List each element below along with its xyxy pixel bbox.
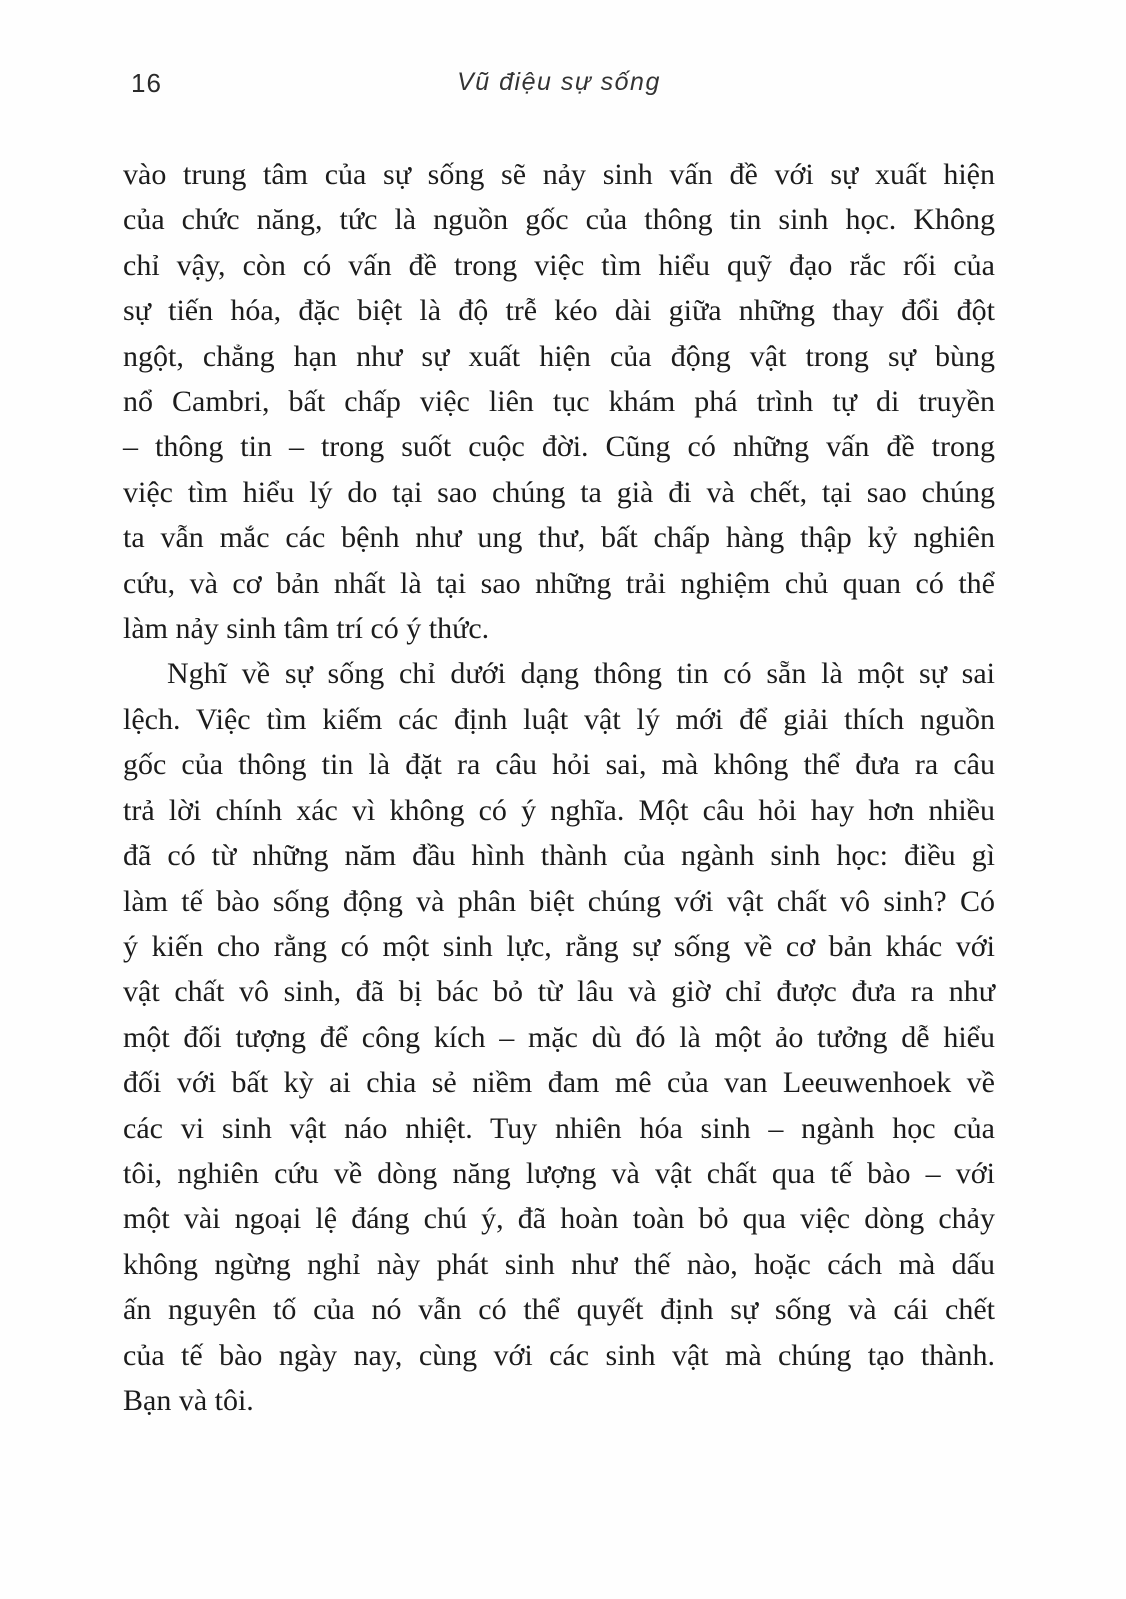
text-line: chỉ vậy, còn có vấn đề trong việc tìm hiểu quỹ đạo rắc rối của <box>123 248 995 282</box>
text-line: sự tiến hóa, đặc biệt là độ trễ kéo dài giữa những thay đổi đột <box>123 294 995 328</box>
text-line: ý kiến cho rằng có một sinh lực, rằng sự sống về cơ bản khác với <box>123 929 995 963</box>
text-line: tôi, nghiên cứu về dòng năng lượng và vật chất qua tế bào – với <box>123 1156 995 1190</box>
text-line: ấn nguyên tố của nó vẫn có thể quyết định sự sống và cái chết <box>123 1293 995 1327</box>
text-line: vào trung tâm của sự sống sẽ nảy sinh vấn đề với sự xuất hiện <box>123 158 995 191</box>
text-line: đối với bất kỳ ai chia sẻ niềm đam mê của van Leeuwenhoek về <box>123 1066 995 1100</box>
running-title: Vũ điệu sự sống <box>457 68 661 96</box>
text-line: làm tế bào sống động và phân biệt chúng với vật chất vô sinh? Có <box>123 884 995 918</box>
text-line: của tế bào ngày nay, cùng với các sinh vật mà chúng tạo thành. <box>123 1338 995 1372</box>
running-header <box>123 68 995 104</box>
body-text <box>123 152 995 1423</box>
page-number: 16 <box>131 68 162 98</box>
text-line: một vài ngoại lệ đáng chú ý, đã hoàn toàn bỏ qua việc dòng chảy <box>123 1202 995 1236</box>
text-line: nổ Cambri, bất chấp việc liên tục khám phá trình tự di truyền <box>123 385 995 419</box>
paragraph <box>123 152 995 651</box>
text-line: vật chất vô sinh, đã bị bác bỏ từ lâu và giờ chỉ được đưa ra như <box>123 975 995 1009</box>
paragraph <box>123 651 995 1423</box>
text-line: của chức năng, tức là nguồn gốc của thông tin sinh học. Không <box>123 203 995 237</box>
text-line: ngột, chẳng hạn như sự xuất hiện của động vật trong sự bùng <box>123 339 995 373</box>
text-line: một đối tượng để công kích – mặc dù đó là một ảo tưởng dễ hiểu <box>123 1020 995 1054</box>
text-line: cứu, và cơ bản nhất là tại sao những trải nghiệm chủ quan có thể <box>123 566 995 600</box>
text-line: lệch. Việc tìm kiếm các định luật vật lý mới để giải thích nguồn <box>123 702 995 736</box>
text-line: – thông tin – trong suốt cuộc đời. Cũng có những vấn đề trong <box>123 430 995 464</box>
text-line: đã có từ những năm đầu hình thành của ngành sinh học: điều gì <box>123 839 995 873</box>
text-line: gốc của thông tin là đặt ra câu hỏi sai, mà không thể đưa ra câu <box>123 748 995 782</box>
text-line: không ngừng nghỉ này phát sinh như thế nào, hoặc cách mà dấu <box>123 1247 995 1281</box>
text-line: Bạn và tôi. <box>123 1383 254 1417</box>
text-line: ta vẫn mắc các bệnh như ung thư, bất chấp hàng thập kỷ nghiên <box>123 521 995 555</box>
text-line: việc tìm hiểu lý do tại sao chúng ta già đi và chết, tại sao chúng <box>123 475 995 509</box>
text-line: làm nảy sinh tâm trí có ý thức. <box>123 612 490 646</box>
text-line: các vi sinh vật náo nhiệt. Tuy nhiên hóa sinh – ngành học của <box>123 1111 995 1145</box>
text-line: trả lời chính xác vì không có ý nghĩa. Một câu hỏi hay hơn nhiều <box>123 793 995 827</box>
text-line: Nghĩ về sự sống chỉ dưới dạng thông tin có sẵn là một sự sai <box>167 657 995 691</box>
